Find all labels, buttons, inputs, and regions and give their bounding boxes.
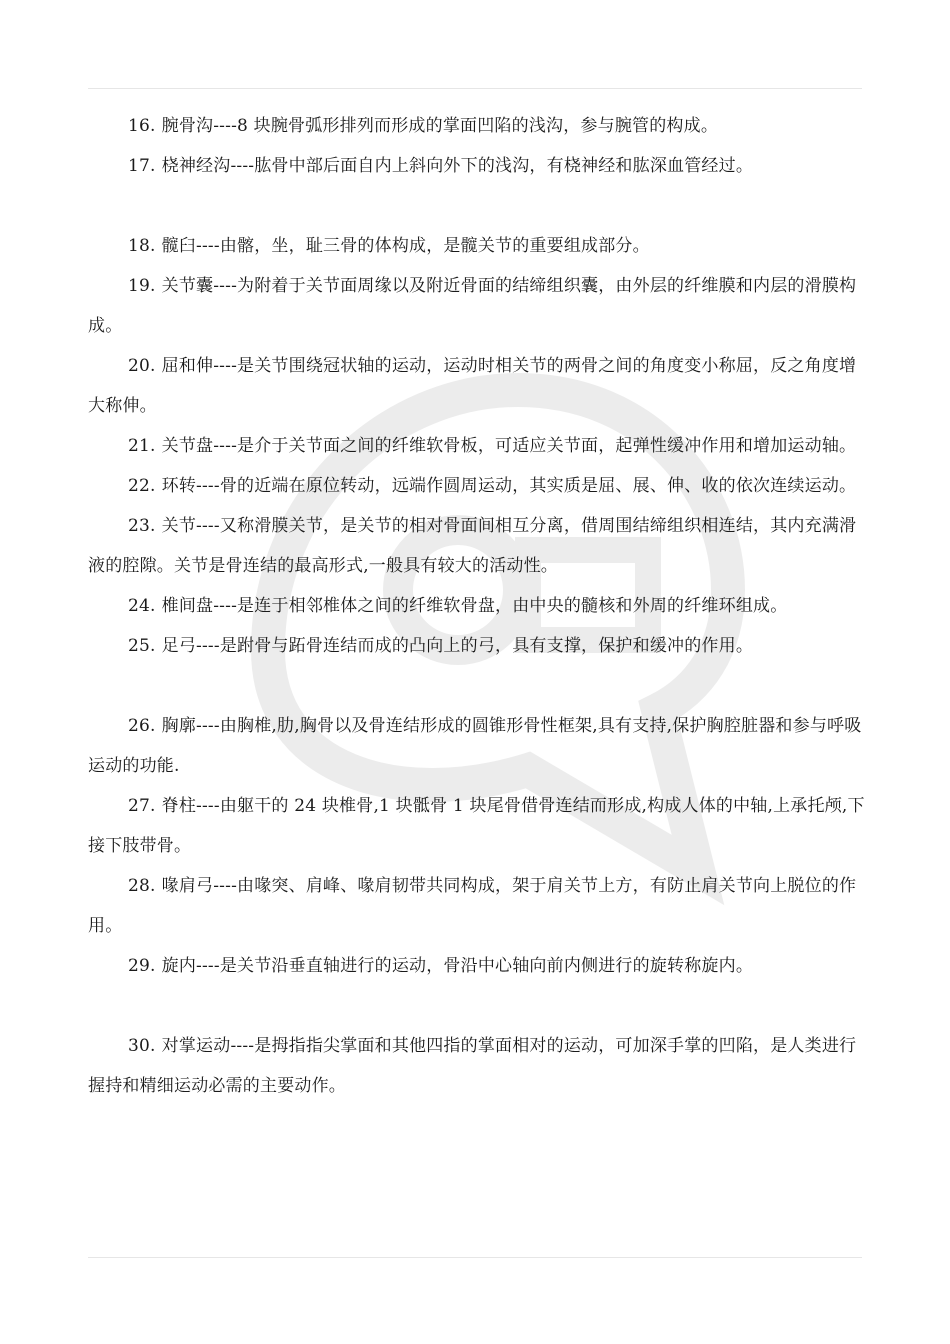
definition-entry-23 [88, 506, 868, 586]
entry-number: 27. [128, 796, 156, 816]
spacer [88, 186, 868, 226]
definition-entry-22 [88, 466, 868, 506]
entry-number: 25. [128, 636, 156, 656]
entry-text: 对掌运动----是拇指指尖掌面和其他四指的掌面相对的运动，可加深手掌的凹陷，是人类进行握持和精细运动必需的主要动作。 [88, 1036, 857, 1096]
entry-text: 关节盘----是介于关节面之间的纤维软骨板，可适应关节面，起弹性缓冲作用和增加运动轴。 [161, 436, 857, 456]
entry-number: 22. [128, 476, 156, 496]
entry-number: 29. [128, 956, 156, 976]
definition-entry-20 [88, 346, 868, 426]
entry-number: 28. [128, 876, 156, 896]
entry-text: 髋臼----由髂，坐，耻三骨的体构成，是髋关节的重要组成部分。 [161, 236, 650, 256]
spacer [88, 666, 868, 706]
entry-text: 脊柱----由躯干的 24 块椎骨,1 块骶骨 1 块尾骨借骨连结而形成,构成人体的中轴,上承托颅,下接下肢带骨。 [88, 796, 865, 856]
entry-text: 胸廓----由胸椎,肋,胸骨以及骨连结形成的圆锥形骨性框架,具有支持,保护胸腔脏器和参与呼吸运动的功能. [88, 716, 862, 776]
entry-text: 关节囊----为附着于关节面周缘以及附近骨面的结缔组织囊，由外层的纤维膜和内层的滑膜构成。 [88, 276, 857, 336]
entry-text: 椎间盘----是连于相邻椎体之间的纤维软骨盘，由中央的髓核和外周的纤维环组成。 [161, 596, 788, 616]
definition-entry-17 [88, 146, 868, 186]
entry-text: 屈和伸----是关节围绕冠状轴的运动，运动时相关节的两骨之间的角度变小称屈，反之角度增大称伸。 [88, 356, 857, 416]
definition-entry-26 [88, 706, 868, 786]
entry-text: 关节----又称滑膜关节，是关节的相对骨面间相互分离，借周围结缔组织相连结，其内充满滑液的腔隙。关节是骨连结的最高形式,一般具有较大的活动性。 [88, 516, 857, 576]
entry-number: 30. [128, 1036, 156, 1056]
definition-entry-25 [88, 626, 868, 666]
definition-entry-19 [88, 266, 868, 346]
definition-entry-24 [88, 586, 868, 626]
entry-text: 足弓----是跗骨与跖骨连结而成的凸向上的弓，具有支撑，保护和缓冲的作用。 [161, 636, 754, 656]
entry-number: 17. [128, 156, 156, 176]
entry-text: 旋内----是关节沿垂直轴进行的运动，骨沿中心轴向前内侧进行的旋转称旋内。 [161, 956, 754, 976]
footer-rule [88, 1257, 862, 1258]
entry-number: 24. [128, 596, 156, 616]
entry-text: 腕骨沟----8 块腕骨弧形排列而形成的掌面凹陷的浅沟，参与腕管的构成。 [161, 116, 719, 136]
entry-number: 20. [128, 356, 156, 376]
entry-number: 16. [128, 116, 156, 136]
entry-text: 桡神经沟----肱骨中部后面自内上斜向外下的浅沟，有桡神经和肱深血管经过。 [161, 156, 754, 176]
header-rule [88, 88, 862, 89]
definition-entry-21 [88, 426, 868, 466]
definition-entry-18 [88, 226, 868, 266]
definition-entry-30 [88, 1026, 868, 1106]
definition-entry-29 [88, 946, 868, 986]
entry-number: 19. [128, 276, 156, 296]
entry-number: 23. [128, 516, 156, 536]
entry-number: 18. [128, 236, 156, 256]
entry-number: 21. [128, 436, 156, 456]
definition-entry-28 [88, 866, 868, 946]
definitions-list [88, 106, 868, 1106]
entry-number: 26. [128, 716, 156, 736]
entry-text: 喙肩弓----由喙突、肩峰、喙肩韧带共同构成，架于肩关节上方，有防止肩关节向上脱位的作用。 [88, 876, 857, 936]
entry-text: 环转----骨的近端在原位转动，远端作圆周运动，其实质是屈、展、伸、收的依次连续运动。 [161, 476, 857, 496]
definition-entry-16 [88, 106, 868, 146]
spacer [88, 986, 868, 1026]
definition-entry-27 [88, 786, 868, 866]
